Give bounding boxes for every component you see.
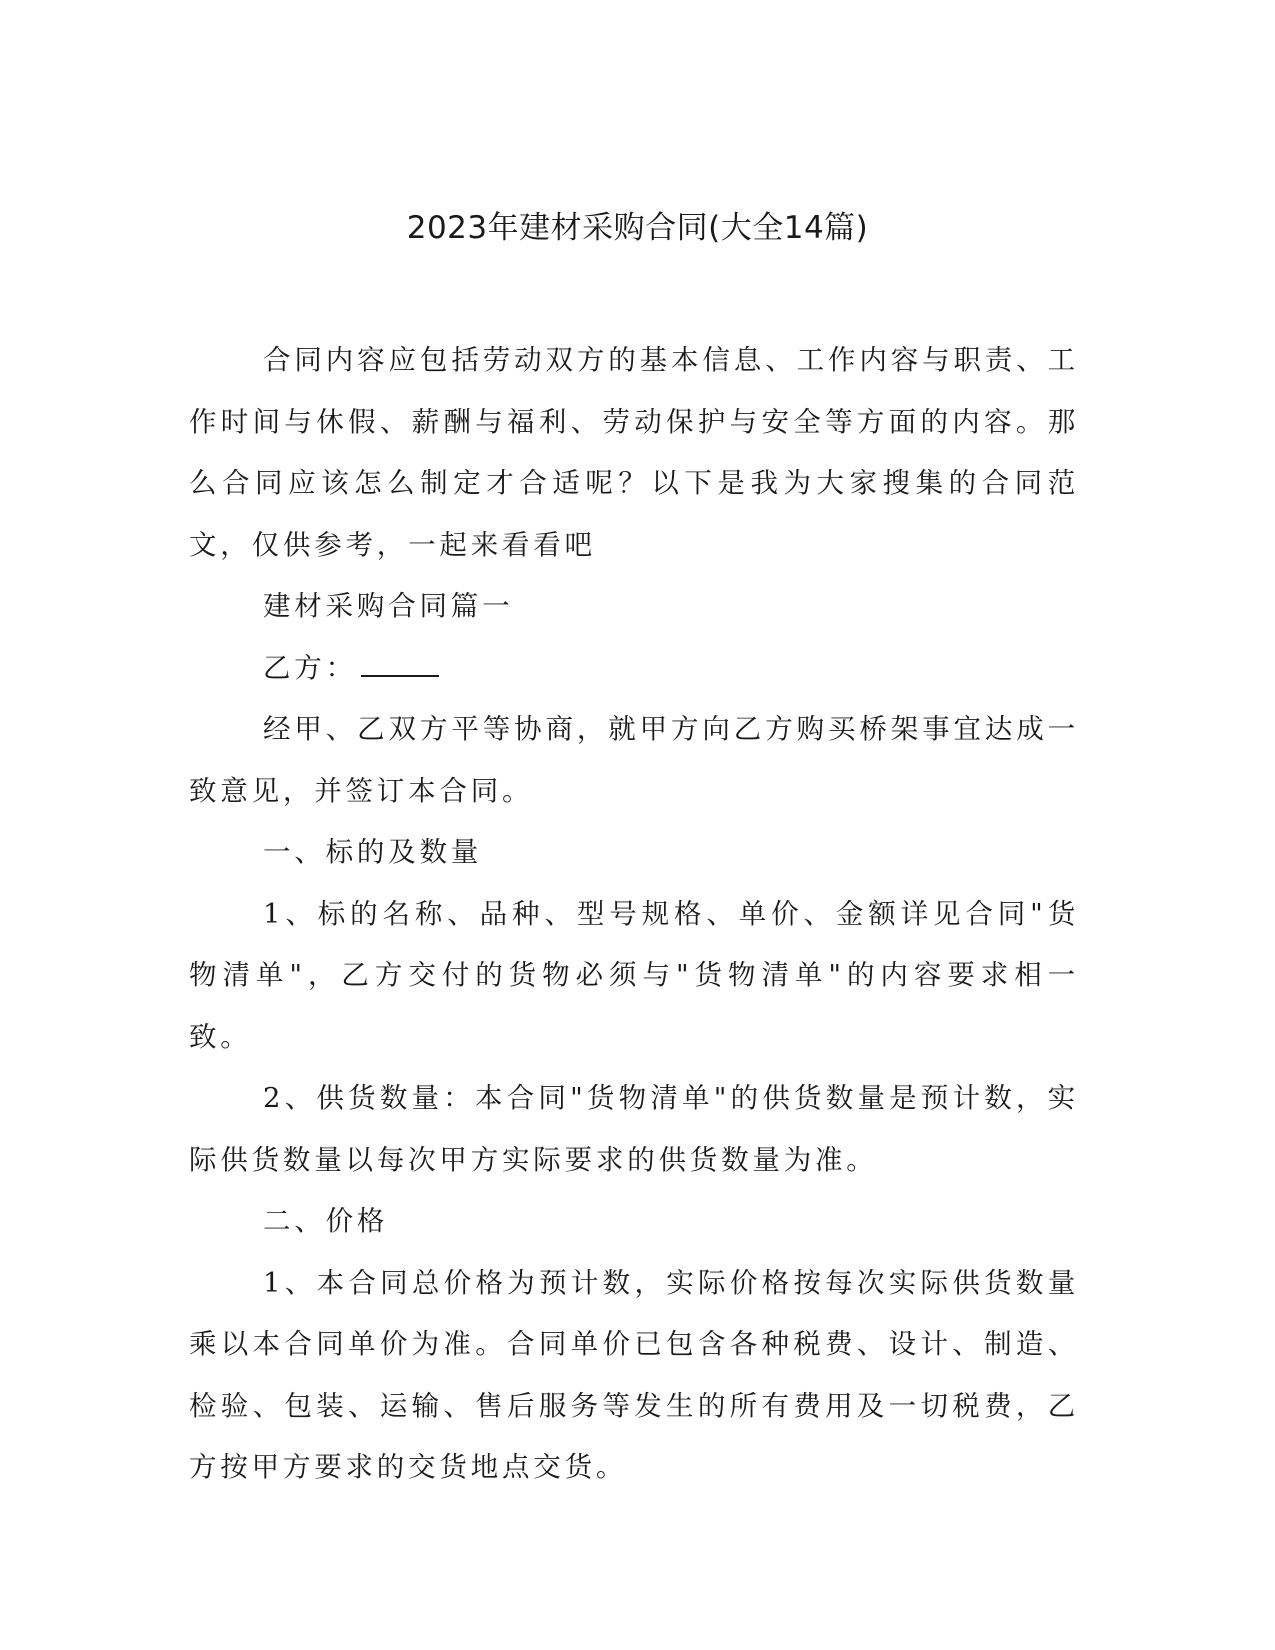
section-heading: 建材采购合同篇一 [263,590,514,622]
clause-1-item-1: 1、标的名称、品种、型号规格、单价、金额详见合同"货物清单"，乙方交付的货物必须与"货物清单"的内容要求相一致。 [189,897,1079,1053]
document-body [189,330,1079,1499]
party-b-blank [361,651,439,677]
intro-paragraph: 合同内容应包括劳动双方的基本信息、工作内容与职责、工作时间与休假、薪酬与福利、劳动保护与安全等方面的内容。那么合同应该怎么制定才合适呢？以下是我为大家搜集的合同范文，仅供参考，一起来看看吧 [189,344,1079,561]
document-title: 2023年建材采购合同(大全14篇) [406,210,869,246]
clause-2-item-1: 1、本合同总价格为预计数，实际价格按每次实际供货数量乘以本合同单价为准。合同单价已包含各种税费、设计、制造、检验、包装、运输、售后服务等发生的所有费用及一切税费，乙方按甲方要求的交货地点交货。 [189,1266,1079,1483]
clause-1-item-2: 2、供货数量：本合同"货物清单"的供货数量是预计数，实际供货数量以每次甲方实际要求的供货数量为准。 [189,1082,1079,1176]
clause-1-heading: 一、标的及数量 [263,836,483,868]
clause-2-heading: 二、价格 [263,1205,389,1237]
party-b-label: 乙方： [263,651,357,684]
party-b-line [189,638,1079,700]
preamble-paragraph: 经甲、乙双方平等协商，就甲方向乙方购买桥架事宜达成一致意见，并签订本合同。 [189,713,1079,807]
